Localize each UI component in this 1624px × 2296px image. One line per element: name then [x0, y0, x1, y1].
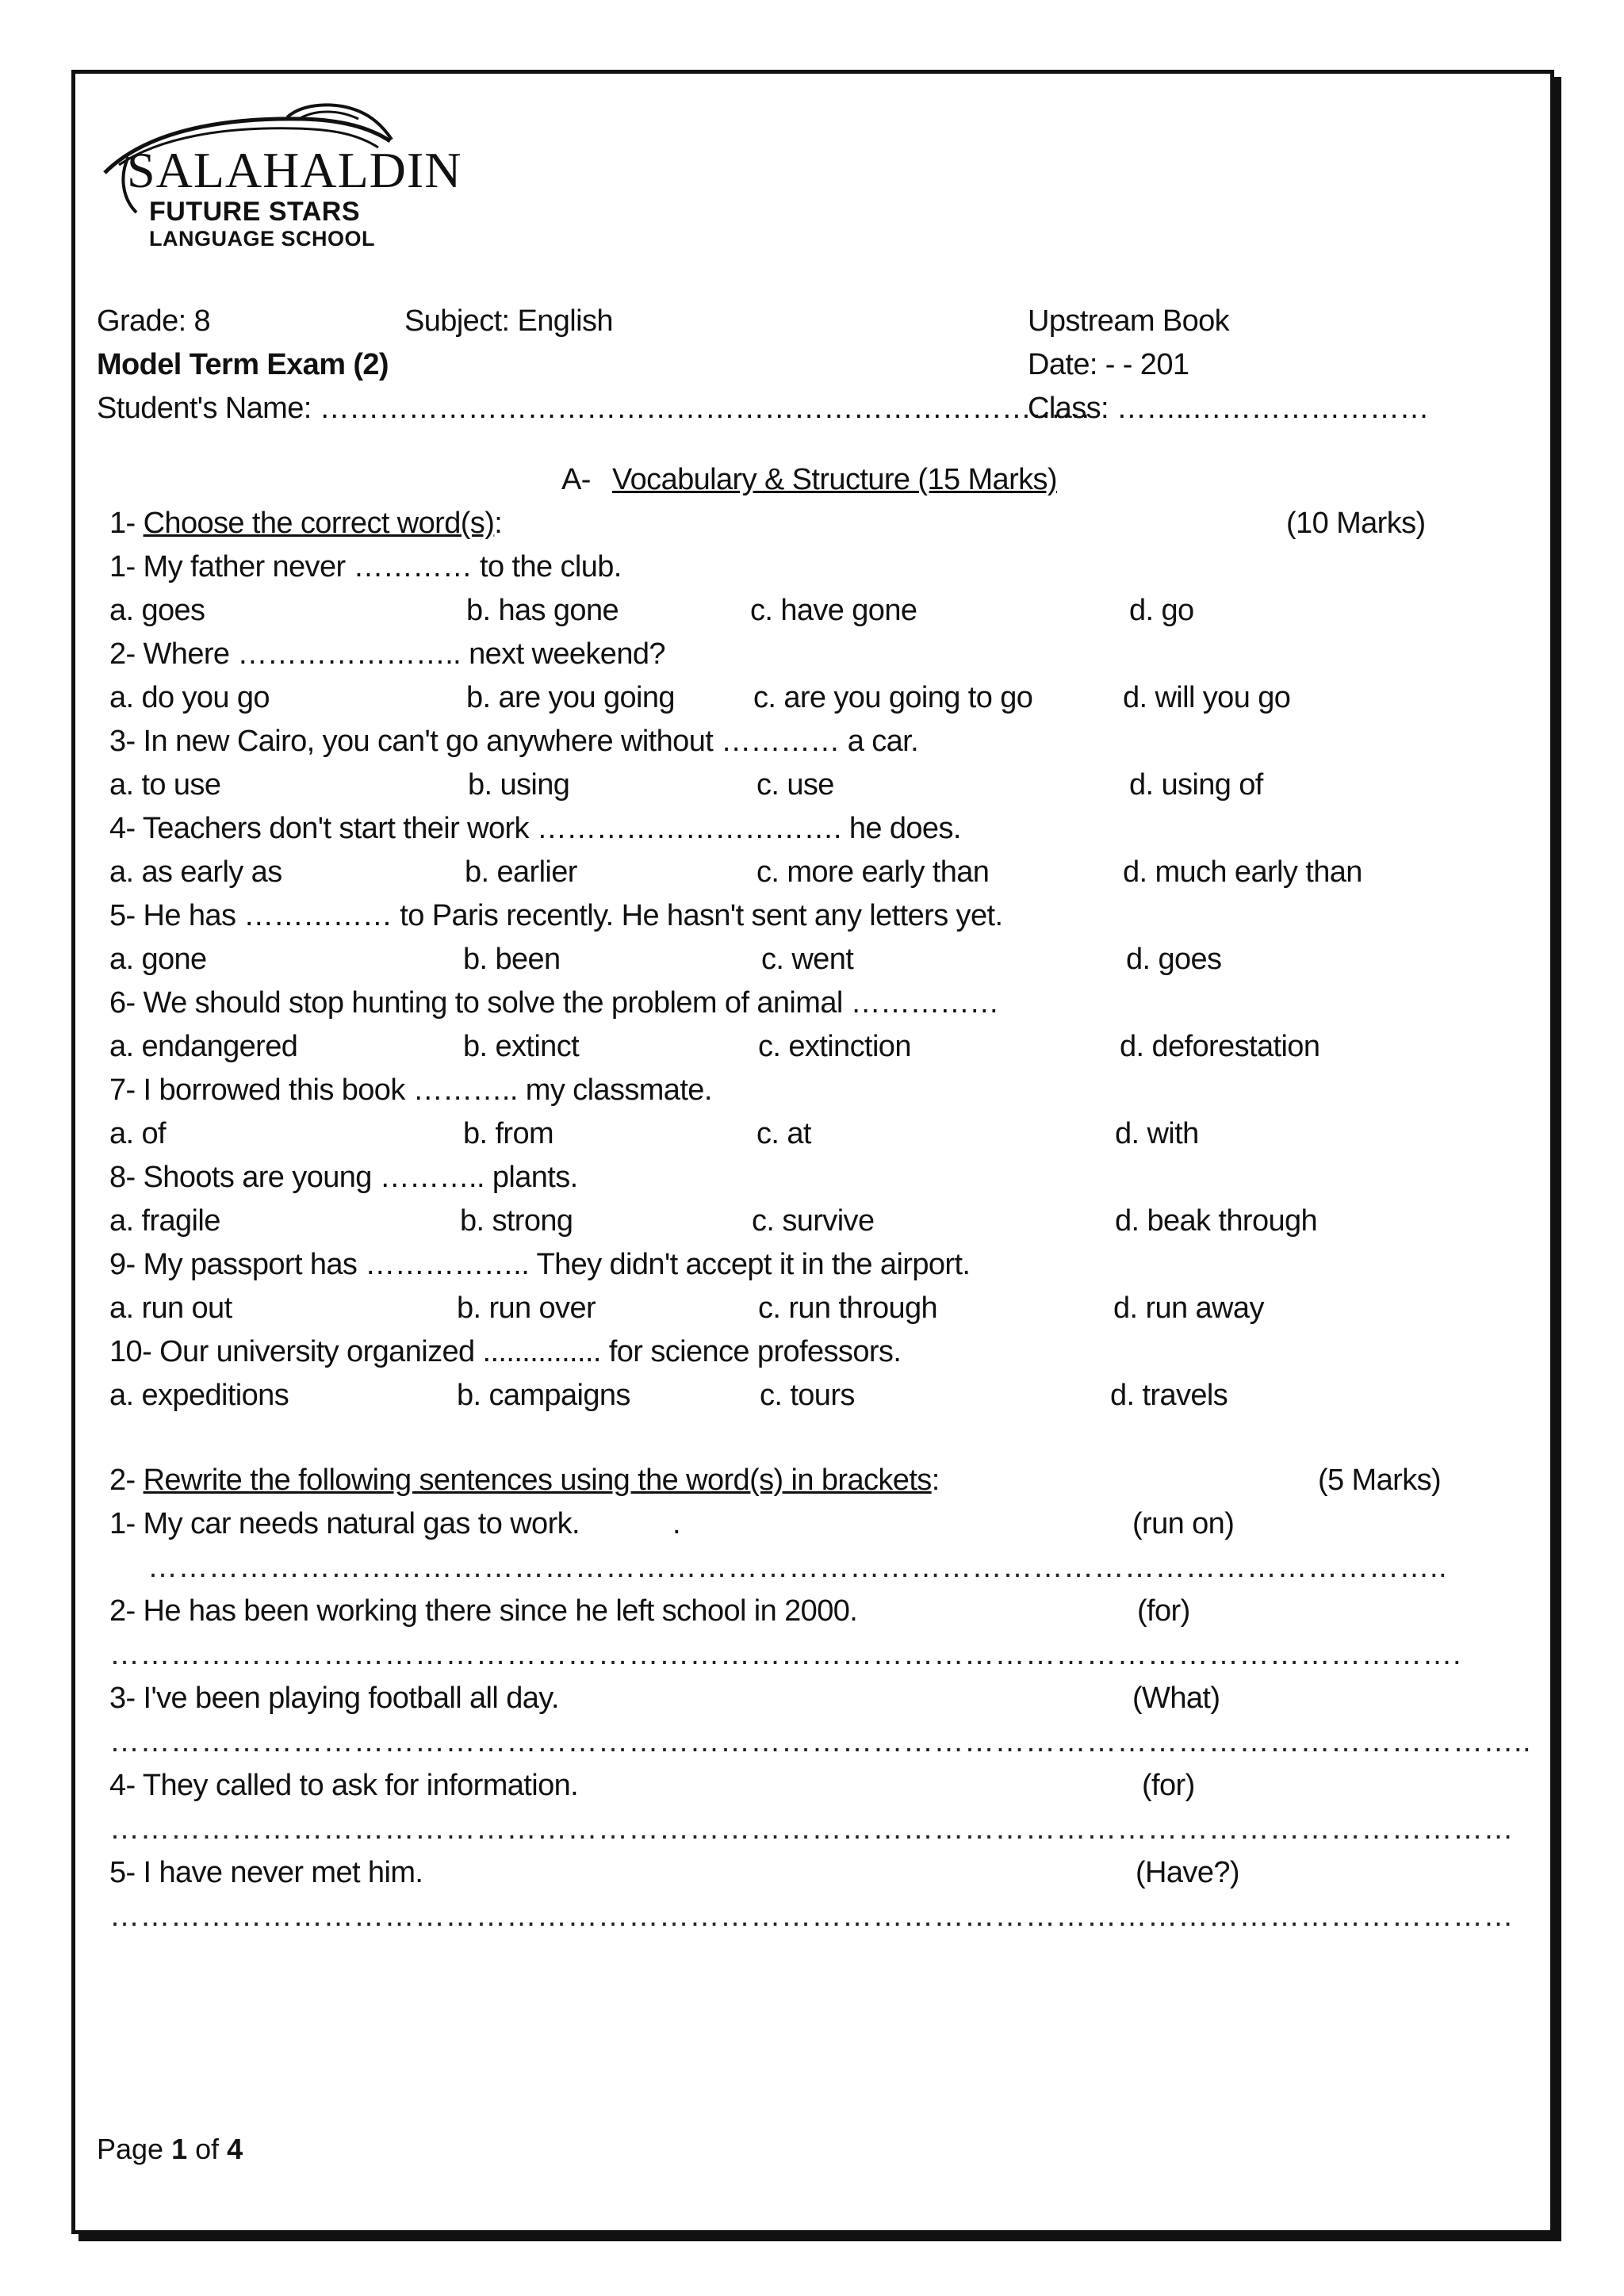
section-title: Vocabulary & Structure (15 Marks)	[612, 463, 1057, 496]
logo-line-3: LANGUAGE SCHOOL	[149, 227, 376, 251]
question-9: 9- My passport has …………….. They didn't accept it in the airport.	[109, 1248, 971, 1281]
option-b: b. are you going	[466, 681, 675, 714]
bracket-word: (Have?)	[1136, 1856, 1239, 1889]
option-a: a. run out	[109, 1292, 232, 1325]
part2-marks: (5 Marks)	[1318, 1464, 1442, 1497]
school-logo	[97, 101, 462, 252]
option-c: c. more early than	[756, 855, 990, 889]
part1-colon: :	[494, 507, 503, 540]
option-d: d. much early than	[1123, 855, 1362, 889]
part1-marks: (10 Marks)	[1286, 507, 1426, 540]
page-sep: of	[187, 2133, 228, 2165]
page-number	[97, 2133, 243, 2166]
part1-heading	[109, 507, 502, 541]
option-c: c. run through	[758, 1292, 938, 1325]
question-6: 6- We should stop hunting to solve the problem of animal ……………	[109, 986, 999, 1020]
rewrite-sentence-1: 1- My car needs natural gas to work.	[109, 1507, 580, 1540]
logo-line-2: FUTURE STARS	[149, 197, 361, 227]
question-7: 7- I borrowed this book ……….. my classmate.	[109, 1073, 712, 1107]
option-a: a. expeditions	[109, 1379, 289, 1412]
option-c: c. tours	[760, 1379, 855, 1412]
rewrite-sentence-5: 5- I have never met him.	[109, 1856, 423, 1889]
option-b: b. campaigns	[457, 1379, 630, 1412]
logo-name: SALAHALDIN	[127, 142, 462, 198]
class-field: Class: ……..……………………	[1028, 392, 1429, 425]
answer-line[interactable]: …………………………………………………………………………………………………………………………	[109, 1812, 1514, 1846]
question-10: 10- Our university organized ............... for science professors.	[109, 1335, 902, 1368]
option-d: d. with	[1115, 1117, 1199, 1150]
option-a: a. do you go	[109, 681, 270, 714]
option-d: d. using of	[1129, 768, 1263, 802]
rewrite-sentence-4: 4- They called to ask for information.	[109, 1769, 579, 1802]
option-b: b. earlier	[465, 855, 577, 889]
option-d: d. deforestation	[1120, 1030, 1320, 1063]
option-a: a. as early as	[109, 855, 282, 889]
option-a: a. gone	[109, 943, 207, 976]
option-d: d. will you go	[1123, 681, 1291, 714]
bracket-word: (for)	[1142, 1769, 1195, 1802]
question-2: 2- Where ………………….. next weekend?	[109, 637, 665, 671]
part2-title: Rewrite the following sentences using the word(s) in brackets	[143, 1464, 932, 1497]
option-c: c. at	[756, 1117, 811, 1150]
answer-line[interactable]: …………………………………………………………………………………………………………………….	[109, 1638, 1462, 1671]
rewrite-sentence-3: 3- I've been playing football all day.	[109, 1682, 559, 1715]
option-c: c. went	[761, 943, 854, 976]
option-a: a. to use	[109, 768, 221, 802]
exam-title: Model Term Exam (2)	[97, 348, 389, 381]
student-name-field: Student's Name: ……………………………………………………………………	[97, 392, 1091, 425]
question-8: 8- Shoots are young ……….. plants.	[109, 1161, 578, 1194]
option-d: d. go	[1129, 594, 1194, 627]
section-letter: A-	[561, 463, 591, 496]
option-c: c. have gone	[750, 594, 917, 627]
option-c: c. survive	[752, 1204, 875, 1238]
grade-label: Grade: 8	[97, 304, 211, 338]
option-c: c. extinction	[758, 1030, 911, 1063]
question-4: 4- Teachers don't start their work …………………………. he does.	[109, 812, 961, 845]
option-a: a. fragile	[109, 1204, 220, 1238]
page-total: 4	[227, 2133, 243, 2165]
question-3: 3- In new Cairo, you can't go anywhere without ………… a car.	[109, 725, 919, 758]
bracket-word: (for)	[1137, 1594, 1190, 1628]
option-d: d. travels	[1110, 1379, 1228, 1412]
option-c: c. use	[756, 768, 834, 802]
stray-period: .	[672, 1507, 680, 1540]
question-5: 5- He has …………… to Paris recently. He hasn't sent any letters yet.	[109, 899, 1003, 932]
option-b: b. strong	[460, 1204, 573, 1238]
option-a: a. goes	[109, 594, 205, 627]
page-prefix: Page	[97, 2133, 172, 2165]
answer-line[interactable]: …………………………………………………………………………………………………………………………	[109, 1900, 1514, 1933]
page-current: 1	[171, 2133, 188, 2165]
option-d: d. beak through	[1115, 1204, 1318, 1238]
book-label: Upstream Book	[1028, 304, 1230, 338]
date-field: Date: - - 201	[1028, 348, 1189, 381]
option-b: b. run over	[457, 1292, 596, 1325]
part2-heading	[109, 1464, 940, 1498]
subject-label: Subject: English	[404, 304, 613, 338]
part2-colon: :	[931, 1464, 940, 1497]
part2-number: 2-	[109, 1464, 136, 1497]
option-d: d. goes	[1126, 943, 1222, 976]
rewrite-sentence-2: 2- He has been working there since he left school in 2000.	[109, 1594, 858, 1628]
answer-line[interactable]: …………………………………………………………………………………………………………………………..	[109, 1725, 1532, 1758]
answer-line[interactable]: ………………………………………………………………………………………………………………..	[147, 1551, 1448, 1584]
option-b: b. has gone	[466, 594, 619, 627]
option-a: a. of	[109, 1117, 166, 1150]
option-b: b. using	[468, 768, 570, 802]
option-b: b. been	[463, 943, 561, 976]
option-d: d. run away	[1113, 1292, 1264, 1325]
option-b: b. from	[463, 1117, 554, 1150]
bracket-word: (run on)	[1132, 1507, 1235, 1540]
question-1: 1- My father never ………… to the club.	[109, 550, 622, 584]
bracket-word: (What)	[1132, 1682, 1220, 1715]
option-c: c. are you going to go	[753, 681, 1033, 714]
part1-number: 1-	[109, 507, 136, 540]
option-a: a. endangered	[109, 1030, 298, 1063]
part1-title: Choose the correct word(s)	[143, 507, 495, 540]
option-b: b. extinct	[463, 1030, 580, 1063]
